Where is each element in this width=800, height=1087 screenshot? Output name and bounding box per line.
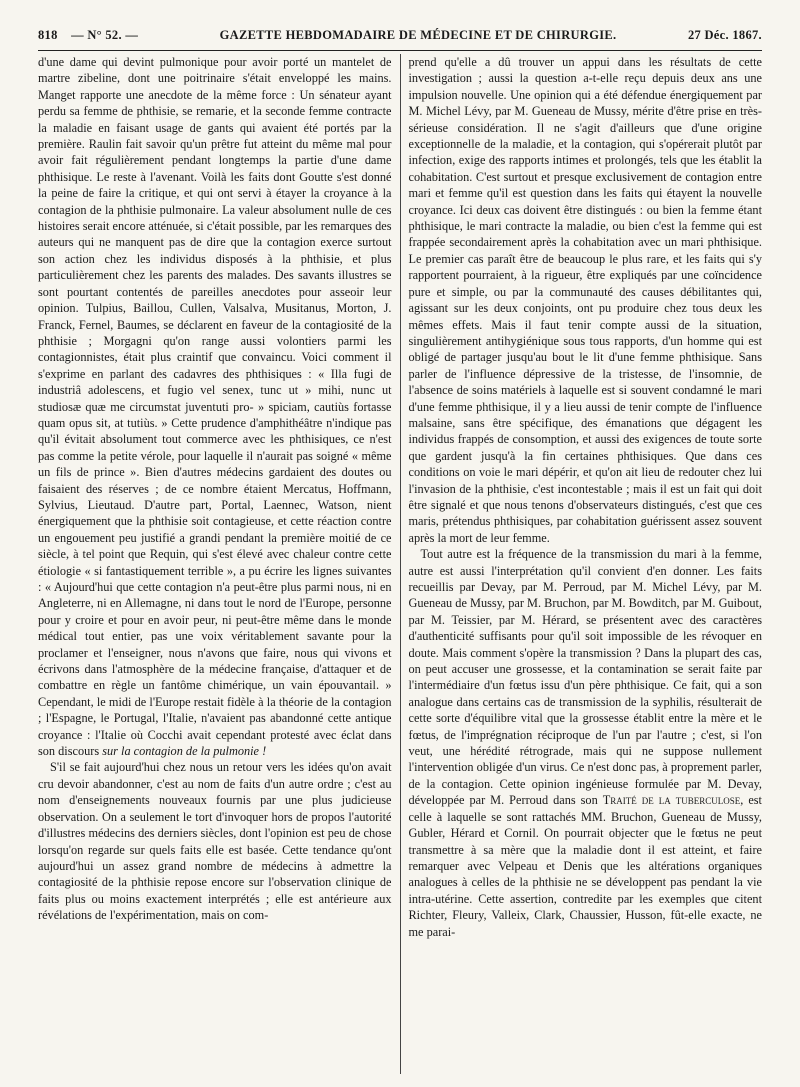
column-rule [400,54,401,1074]
paragraph: S'il se fait aujourd'hui chez nous un retour vers les idées qu'on avait cru devoir abandonner, c'est au nom de faits d'un autre ordre ; c'est au nom d'enseignements nouveaux fournis par une plus judicieuse observation. On a seulement le tort d'invoquer hors de propos l'autorité d'illustres médecins des derniers siècles, dont l'opinion est peu de chose lorsqu'on regarde sur quels faits elle est basée. Cette tendance qu'ont aujourd'hui un assez grand nombre de médecins à admettre la contagiosité de la phthisie repose encore sur l'observation clinique de faits plus ou moins exactement interprétés ; elle est antérieure aux révélations de l'expérimentation, mais on com- [38,760,392,923]
paragraph-text: d'une dame qui devint pulmonique pour avoir porté un mantelet de martre zibeline, dont une poitrinaire s'était enveloppé les mains. Manget rapporte une anecdote de la même force : Un sénateur ayant perdu sa femme de phthisie, se remarie, et la seconde femme contracte la maladie en faisant usage de gants qui avaient été portés par la première. Raulin fait savoir qu'un prêtre fut atteint du même mal pour avoir fait régulièrement pendant longtemps la partie d'une dame phthisique. Le reste à l'avenant. Voilà les faits dont Goutte s'est donné la peine de faire la critique, et qui ont servi à étayer la croyance à la contagion de la phthisie pulmonaire. La valeur absolument nulle de ces histoires serait encore atténuée, si c'était possible, par les remarques des auteurs qui ne manquent pas de dire que la contagion exerce surtout son action chez les individus disposés à la phthisie, et plus particulièrement chez les parents des malades. Des savants illustres se sont pourtant contentés de pareilles anecdotes pour asseoir leur opinion. Tulpius, Baillou, Cullen, Valsalva, Musitanus, Morton, J. Franck, Fernel, Baumes, se déclarent en faveur de la contagiosité de la phthisie ; Morgagni qu'on range aussi volontiers parmi les contagionnistes, était plus craintif que convaincu. Voici comment il s'exprime en parlant des cadavres des phthisiques : « Illa fugi de industriâ adolescens, et fugio vel senex, tunc ut » mihi, nunc ut studiosæ quæ me circumstat juventuti pro- » spiciam, cautiùs fortasse quam opus sit, at tutiùs. » Cette prudence d'amphithéâtre n'indique pas qu'il évitait absolument tout commerce avec les phthisiques, ce n'est pas comme la petite vérole, pour laquelle il n'aurait pas soigné « même un fils de prince ». Bien d'autres médecins gardaient des doutes ou faisaient des réserves ; de ce nombre étaient Mercatus, Hoffmann, Sylvius, Lieutaud. D'autre part, Portal, Laennec, Watson, nient énergiquement que la phthisie soit contagieuse, et cette réaction contre un engouement peu justifié a grandi pendant la première moitié de ce siècle, à tel point que Requin, qui s'est élevé avec chaleur contre cette étiologie « si fantastiquement terrible », a pu écrire les lignes suivantes : « Aujourd'hui que cette contagion n'a peut-être plus parmi nous, ni en Angleterre, ni en Allemagne, ni dans tout le nord de l'Europe, personne pour y croire et pour en avoir peur, ni peut-être même dans le monde médical tout entier, pas une voix véritablement savante pour la proclamer et l'enseigner, nous n'avons que faire, nous qui vivons et écrivons dans l'atmosphère de la médecine française, d'attaquer et de combattre en règle un fantôme chimérique, un vain épouvantail. » Cependant, le midi de l'Europe restait fidèle à la théorie de la contagion ; l'Espagne, le Portugal, l'Italie, n'avaient pas abandonné cette antique croyance : l'Italie où Cocchi avait cependant protesté avec éclat dans son discours [38,55,392,759]
issue-date: 27 Déc. 1867. [687,28,762,42]
left-column [38,54,392,1074]
book-title: Traité de la tuberculose, [602,793,744,808]
paragraph-text: Tout autre est la fréquence de la transmission du mari à la femme, autre est aussi l'interprétation qu'il convient d'en donner. Les faits recueillis par Devay, par M. Perroud, par M. Michel Lévy, par M. Gueneau de Mussy, par M. Bruchon, par M. Bowditch, par M. Guibout, par M. Teissier, par M. Hérard, se présentent avec des caractères d'authenticité suffisants pour qu'il soit impossible de les révoquer en doute. Mais comment s'opère la transmission ? Dans la plupart des cas, on peut accuser une grossesse, et la contamination se serait faite par l'intermédiaire d'un fœtus issu d'un père phthisique. Ce fait, qui a son analogue dans certains cas de transmission de la syphilis, résulterait de cette sorte d'équilibre vital que la grossesse établit entre la mère et le fœtus, de l'imprégnation réciproque de l'un par l'autre ; c'est, si l'on veut, une hérédité rétrograde, mais qui ne suppose nullement l'intervention obligée d'un virus. Ce n'est donc pas, à proprement parler, de la contagion. Cette opinion ingénieuse formulée par M. Devay, développée par M. Perroud dans son [408,547,762,808]
right-column [408,54,762,1074]
paragraph [408,546,762,940]
italic-title: sur la contagion de la pulmonie ! [102,744,267,759]
text-columns [38,54,762,1074]
journal-title: GAZETTE HEBDOMADAIRE DE MÉDECINE ET DE CHIRURGIE. [219,28,617,42]
paragraph [38,54,392,759]
header-left [38,28,148,43]
issue-number: — N° 52. — [71,28,139,42]
paragraph-text: est celle à laquelle se sont rattachés MM. Bruchon, Gueneau de Mussy, Gubler, Hérard et Cornil. On pourrait objecter que le fœtus ne peut transmettre à sa mère que la maladie dont il est atteint, et faire remarquer avec Velpeau et Denis que les altérations organiques analogues à celles de la phthisie ne se développent pas pendant la vie intra-utérine. Cette assertion, contredite par les exemples que citent Richter, Fleury, Valleix, Clark, Chaussier, Husson, fût-elle exacte, ne me parai- [408,793,762,939]
paragraph: prend qu'elle a dû trouver un appui dans les résultats de cette investigation ; aussi la question a-t-elle reçu depuis deux ans une impulsion nouvelle. Une opinion qui a été défendue énergiquement par M. Michel Lévy, par M. Gueneau de Mussy, mérite d'être prise en très-sérieuse considération. Il ne s'agit d'ailleurs que d'une origine exceptionnelle de la maladie, et la contagion, qui s'opérerait plutôt par infection, exige des rapports intimes et prolongés, tels que les établit la cohabitation. C'est surtout et presque exclusivement de contagion entre mari et femme qu'il est question dans les faits qui étayent la nouvelle croyance. Ici deux cas doivent être distingués : ou bien la femme étant phthisique, le mari contracte la maladie, ou bien c'est la femme qui est frappée secondairement après la cohabitation avec un mari phthisique. Le premier cas paraît être de beaucoup le plus rare, et les faits qui s'y rapportent pourraient, à la rigueur, être expliqués par une coïncidence pure et simple, ou par la communauté des causes débilitantes qui, agissant sur les deux conjoints, ont pu produire chez tous deux les mêmes effets. Mais il faut tenir compte aussi de la situation, singulièrement antihygiénique sous tous rapports, d'un homme qui est obligé de partager jusqu'au bout le lit d'une femme phthisique. Sans parler de l'influence dépressive de la tristesse, de l'insomnie, de l'absence de soins matériels à laquelle est si souvent condamné le mari d'une femme phthisique, il y a lieu aussi de tenir compte de l'influence malsaine, sans être spécifique, des émanations que dégagent les individus frappés de consomption, et aussi des exigences de toute sorte que gardent jusqu'à la fin certaines phthisiques. Que dans ces conditions on voie le mari dépérir, et qu'on ait lieu de redouter chez lui l'invasion de la phthisie, c'est incontestable ; mais il est un fait qui doit être signalé et que nous tenons d'observateurs distingués, c'est que ces maris, prétendus phthisiques, par cohabitation guérissent assez souvent après la mort de leur femme. [408,55,762,545]
running-header [38,28,762,51]
page-number: 818 [38,28,58,42]
